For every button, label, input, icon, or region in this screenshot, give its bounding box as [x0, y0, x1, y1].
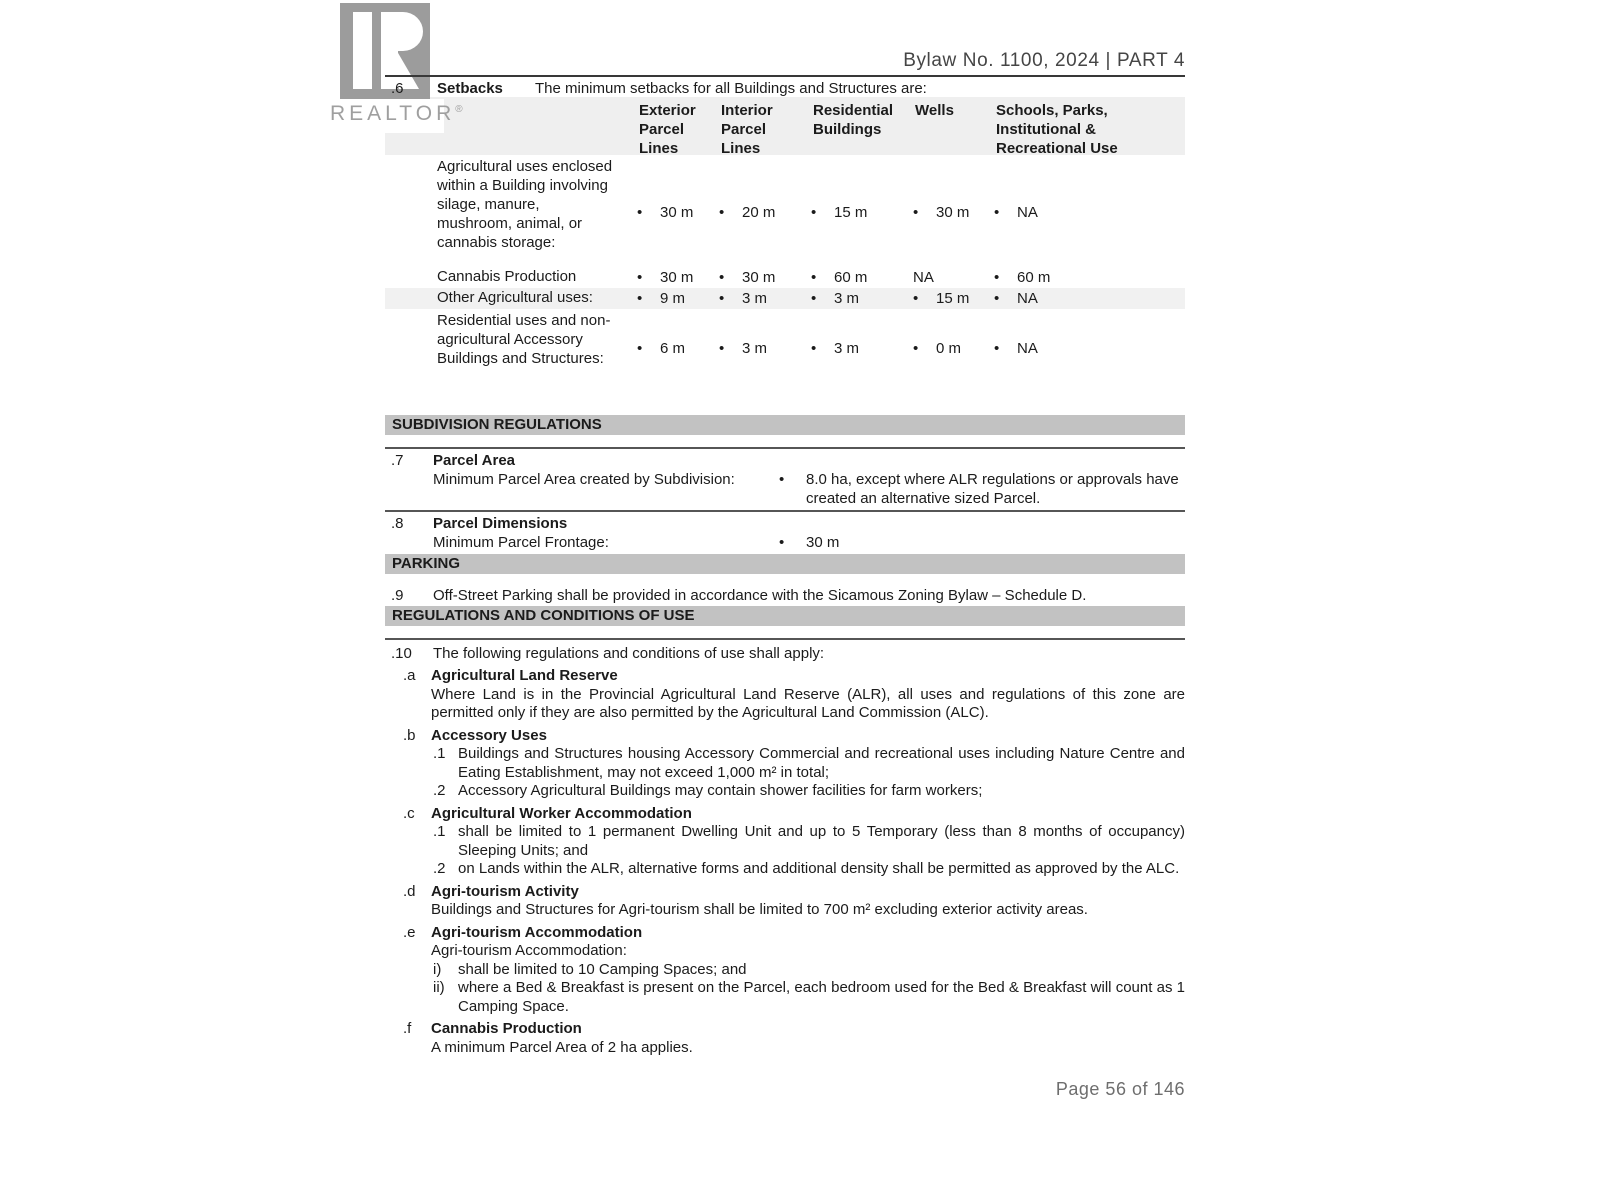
cell-value: 3 m [834, 340, 860, 357]
item-title: Accessory Uses [431, 726, 547, 744]
column-header-text: Residential Buildings [813, 102, 894, 138]
table-row [385, 267, 1185, 288]
table-cell [910, 289, 991, 308]
bullet-icon: • [637, 203, 643, 221]
row-label-text: Agricultural uses enclosed within a Building involving silage, manure, mushroom, animal, or cannabis storage: [437, 158, 613, 251]
row-label-text: Other Agricultural uses: [437, 289, 593, 306]
section-bar-text: REGULATIONS AND CONDITIONS OF USE [392, 607, 695, 624]
bullet-icon: • [637, 340, 643, 357]
table-cell [634, 203, 716, 222]
bullet-icon: • [637, 290, 643, 307]
item-letter: .d [403, 882, 416, 900]
table-cell [910, 203, 991, 222]
table-cell [808, 289, 910, 308]
column-header [634, 101, 716, 155]
clause-number: .6 [391, 80, 404, 97]
realtor-wordmark-text: REALTOR [330, 102, 456, 125]
column-header-text: Exterior Parcel Lines [639, 102, 696, 157]
item-letter: .f [403, 1020, 412, 1037]
row-label [385, 288, 634, 307]
cell-value: 15 m [834, 203, 868, 221]
clause-title: Parcel Area [433, 452, 516, 469]
field-value: 8.0 ha, except where ALR regulations or approvals have created an alternative sized Parcel. [806, 471, 1179, 507]
setbacks-heading [385, 77, 1185, 97]
sub-number: ii) [433, 979, 445, 996]
bullet-icon: • [913, 203, 919, 221]
bullet-icon: • [994, 340, 1000, 357]
table-cell [634, 268, 716, 287]
sub-text: Accessory Agricultural Buildings may contain shower facilities for farm workers; [458, 782, 983, 799]
clause-8-parcel-dimensions [385, 514, 1185, 552]
column-header-text: Interior Parcel Lines [721, 102, 773, 157]
sub-number: .1 [433, 823, 446, 840]
cell-value: 60 m [1017, 269, 1051, 286]
bullet-icon: • [994, 290, 1000, 307]
cell-value: NA [1017, 340, 1038, 357]
reg-item-agri-tourism-activity [385, 883, 1185, 920]
page-header [385, 0, 1185, 75]
cell-value: 30 m [742, 269, 776, 286]
divider-rule [385, 510, 1185, 512]
bullet-icon: • [913, 340, 919, 357]
bullet-icon: • [994, 269, 1000, 286]
cell-value: 9 m [660, 290, 686, 307]
divider-rule [385, 447, 1185, 449]
sub-text: Buildings and Structures housing Accessory Commercial and recreational uses including Nature Centre and Eating Establishment, may not exceed 1,000 m² in total; [458, 745, 1185, 781]
bylaw-header: Bylaw No. 1100, 2024 | PART 4 [903, 50, 1185, 71]
row-label [385, 157, 634, 252]
sub-number: .1 [433, 745, 446, 762]
table-cell [991, 289, 1185, 308]
table-cell [910, 339, 991, 358]
field-value: 30 m [806, 534, 840, 551]
row-label-text: Cannabis Production [437, 268, 577, 285]
reg-item-agricultural-land-reserve [385, 667, 1185, 723]
section-bar-text: PARKING [392, 555, 461, 572]
item-title: Cannabis Production [431, 1020, 582, 1037]
item-body: A minimum Parcel Area of 2 ha applies. [431, 1038, 693, 1056]
table-cell [716, 203, 808, 222]
table-row [385, 309, 1185, 386]
item-body: Where Land is in the Provincial Agricultural Land Reserve (ALR), all uses and regulations of this zone are permitted only if they are also permitted by the Agricultural Land Commission (ALC). [431, 685, 1185, 721]
sub-item [433, 979, 1185, 1016]
item-title: Agricultural Land Reserve [431, 667, 618, 684]
section-bar-regulations [385, 606, 1185, 626]
clause-10-intro [385, 644, 1185, 663]
cell-value: NA [1017, 203, 1038, 221]
table-cell [634, 339, 716, 358]
sub-text: shall be limited to 10 Camping Spaces; and [458, 960, 747, 978]
field-label: Minimum Parcel Frontage: [433, 534, 609, 551]
column-header [808, 101, 910, 155]
reg-item-agri-tourism-accommodation [385, 924, 1185, 1017]
sub-number: .2 [433, 860, 446, 877]
table-cell [991, 339, 1185, 358]
table-cell [910, 268, 991, 287]
item-letter: .b [403, 726, 416, 744]
table-row [385, 155, 1185, 267]
column-header [716, 101, 808, 155]
row-label-text: Residential uses and non-agricultural Accessory Buildings and Structures: [437, 312, 611, 367]
clause-7-parcel-area [385, 451, 1185, 508]
item-letter: .a [403, 667, 416, 684]
bullet-icon: • [719, 340, 725, 357]
sub-item [433, 823, 1185, 860]
bullet-icon: • [811, 290, 817, 307]
cell-value: NA [1017, 290, 1038, 307]
table-cell [634, 289, 716, 308]
column-header-text: Wells [915, 102, 954, 119]
section-bar-text: SUBDIVISION REGULATIONS [392, 416, 602, 433]
bullet-icon: • [719, 203, 725, 221]
realtor-wordmark [330, 99, 463, 133]
document-content [385, 0, 1185, 1100]
sub-item [433, 860, 1185, 879]
cell-value: 3 m [742, 290, 768, 307]
table-row [385, 288, 1185, 309]
cell-value: 3 m [834, 290, 860, 307]
cell-value: NA [913, 269, 934, 286]
reg-item-agricultural-worker-accommodation [385, 805, 1185, 879]
cell-value: 20 m [742, 203, 776, 221]
sub-number: .2 [433, 782, 446, 799]
table-cell [716, 339, 808, 358]
sub-text: on Lands within the ALR, alternative forms and additional density shall be permitted as approved by the ALC. [458, 860, 1180, 877]
clause-title: Parcel Dimensions [433, 515, 568, 532]
bullet-icon: • [811, 269, 817, 286]
column-header-text: Schools, Parks, Institutional & Recreational Use [996, 102, 1118, 157]
bullet-icon: • [913, 290, 919, 307]
row-label [385, 311, 634, 368]
item-body: Agri-tourism Accommodation: [431, 942, 627, 959]
item-letter: .e [403, 923, 416, 941]
registered-trademark-icon: ® [455, 104, 463, 115]
bullet-icon: • [719, 290, 725, 307]
row-label [385, 267, 634, 286]
table-cell [716, 268, 808, 287]
clause-text: The following regulations and conditions of use shall apply: [433, 645, 825, 662]
bullet-icon: • [811, 203, 817, 221]
divider-rule [385, 638, 1185, 640]
table-cell [808, 203, 910, 222]
table-cell [808, 339, 910, 358]
cell-value: 3 m [742, 340, 768, 357]
section-bar-parking [385, 554, 1185, 574]
item-title: Agri-tourism Accommodation [431, 923, 643, 941]
sub-item [433, 782, 1185, 801]
cell-value: 60 m [834, 269, 868, 286]
item-body: Buildings and Structures for Agri-tourism shall be limited to 700 m² excluding exterior activity areas. [431, 901, 1088, 918]
clause-number: .8 [391, 515, 404, 532]
clause-9-parking [385, 586, 1185, 605]
cell-value: 30 m [936, 203, 970, 221]
bullet-icon: • [719, 269, 725, 286]
bullet-icon: • [637, 269, 643, 286]
clause-text: Off-Street Parking shall be provided in accordance with the Sicamous Zoning Bylaw – Schedule D. [433, 587, 1087, 604]
setbacks-intro: The minimum setbacks for all Buildings and Structures are: [535, 80, 927, 97]
clause-number: .7 [391, 452, 404, 469]
setbacks-table-header [385, 97, 1185, 155]
item-title: Agri-tourism Activity [431, 882, 579, 900]
table-cell [808, 268, 910, 287]
setbacks-title: Setbacks [437, 80, 503, 97]
bullet-icon: • [779, 471, 785, 488]
table-cell [716, 289, 808, 308]
column-header [910, 101, 991, 155]
reg-item-accessory-uses [385, 727, 1185, 801]
sub-item [433, 961, 1185, 980]
table-cell [991, 203, 1185, 222]
clause-number: .9 [391, 587, 404, 604]
item-letter: .c [403, 804, 415, 822]
cell-value: 15 m [936, 290, 970, 307]
bullet-icon: • [779, 534, 785, 551]
page-number: Page 56 of 146 [1055, 1079, 1185, 1099]
field-label: Minimum Parcel Area created by Subdivision: [433, 471, 735, 488]
item-title: Agricultural Worker Accommodation [431, 804, 692, 822]
reg-item-cannabis-production [385, 1020, 1185, 1057]
sub-text: where a Bed & Breakfast is present on the Parcel, each bedroom used for the Bed & Breakfast will count as 1 Camping Space. [458, 979, 1185, 1015]
sub-text: shall be limited to 1 permanent Dwelling Unit and up to 5 Temporary (less than 8 months of occupancy) Sleeping Units; and [458, 823, 1185, 859]
column-header [991, 101, 1185, 155]
sub-item [433, 745, 1185, 782]
sub-number: i) [433, 960, 442, 978]
section-bar-subdivision [385, 415, 1185, 435]
cell-value: 30 m [660, 269, 694, 286]
bullet-icon: • [811, 340, 817, 357]
cell-value: 30 m [660, 203, 694, 221]
cell-value: 6 m [660, 340, 686, 357]
clause-number: .10 [391, 645, 412, 662]
cell-value: 0 m [936, 340, 962, 357]
table-cell [991, 268, 1185, 287]
bullet-icon: • [994, 203, 1000, 221]
